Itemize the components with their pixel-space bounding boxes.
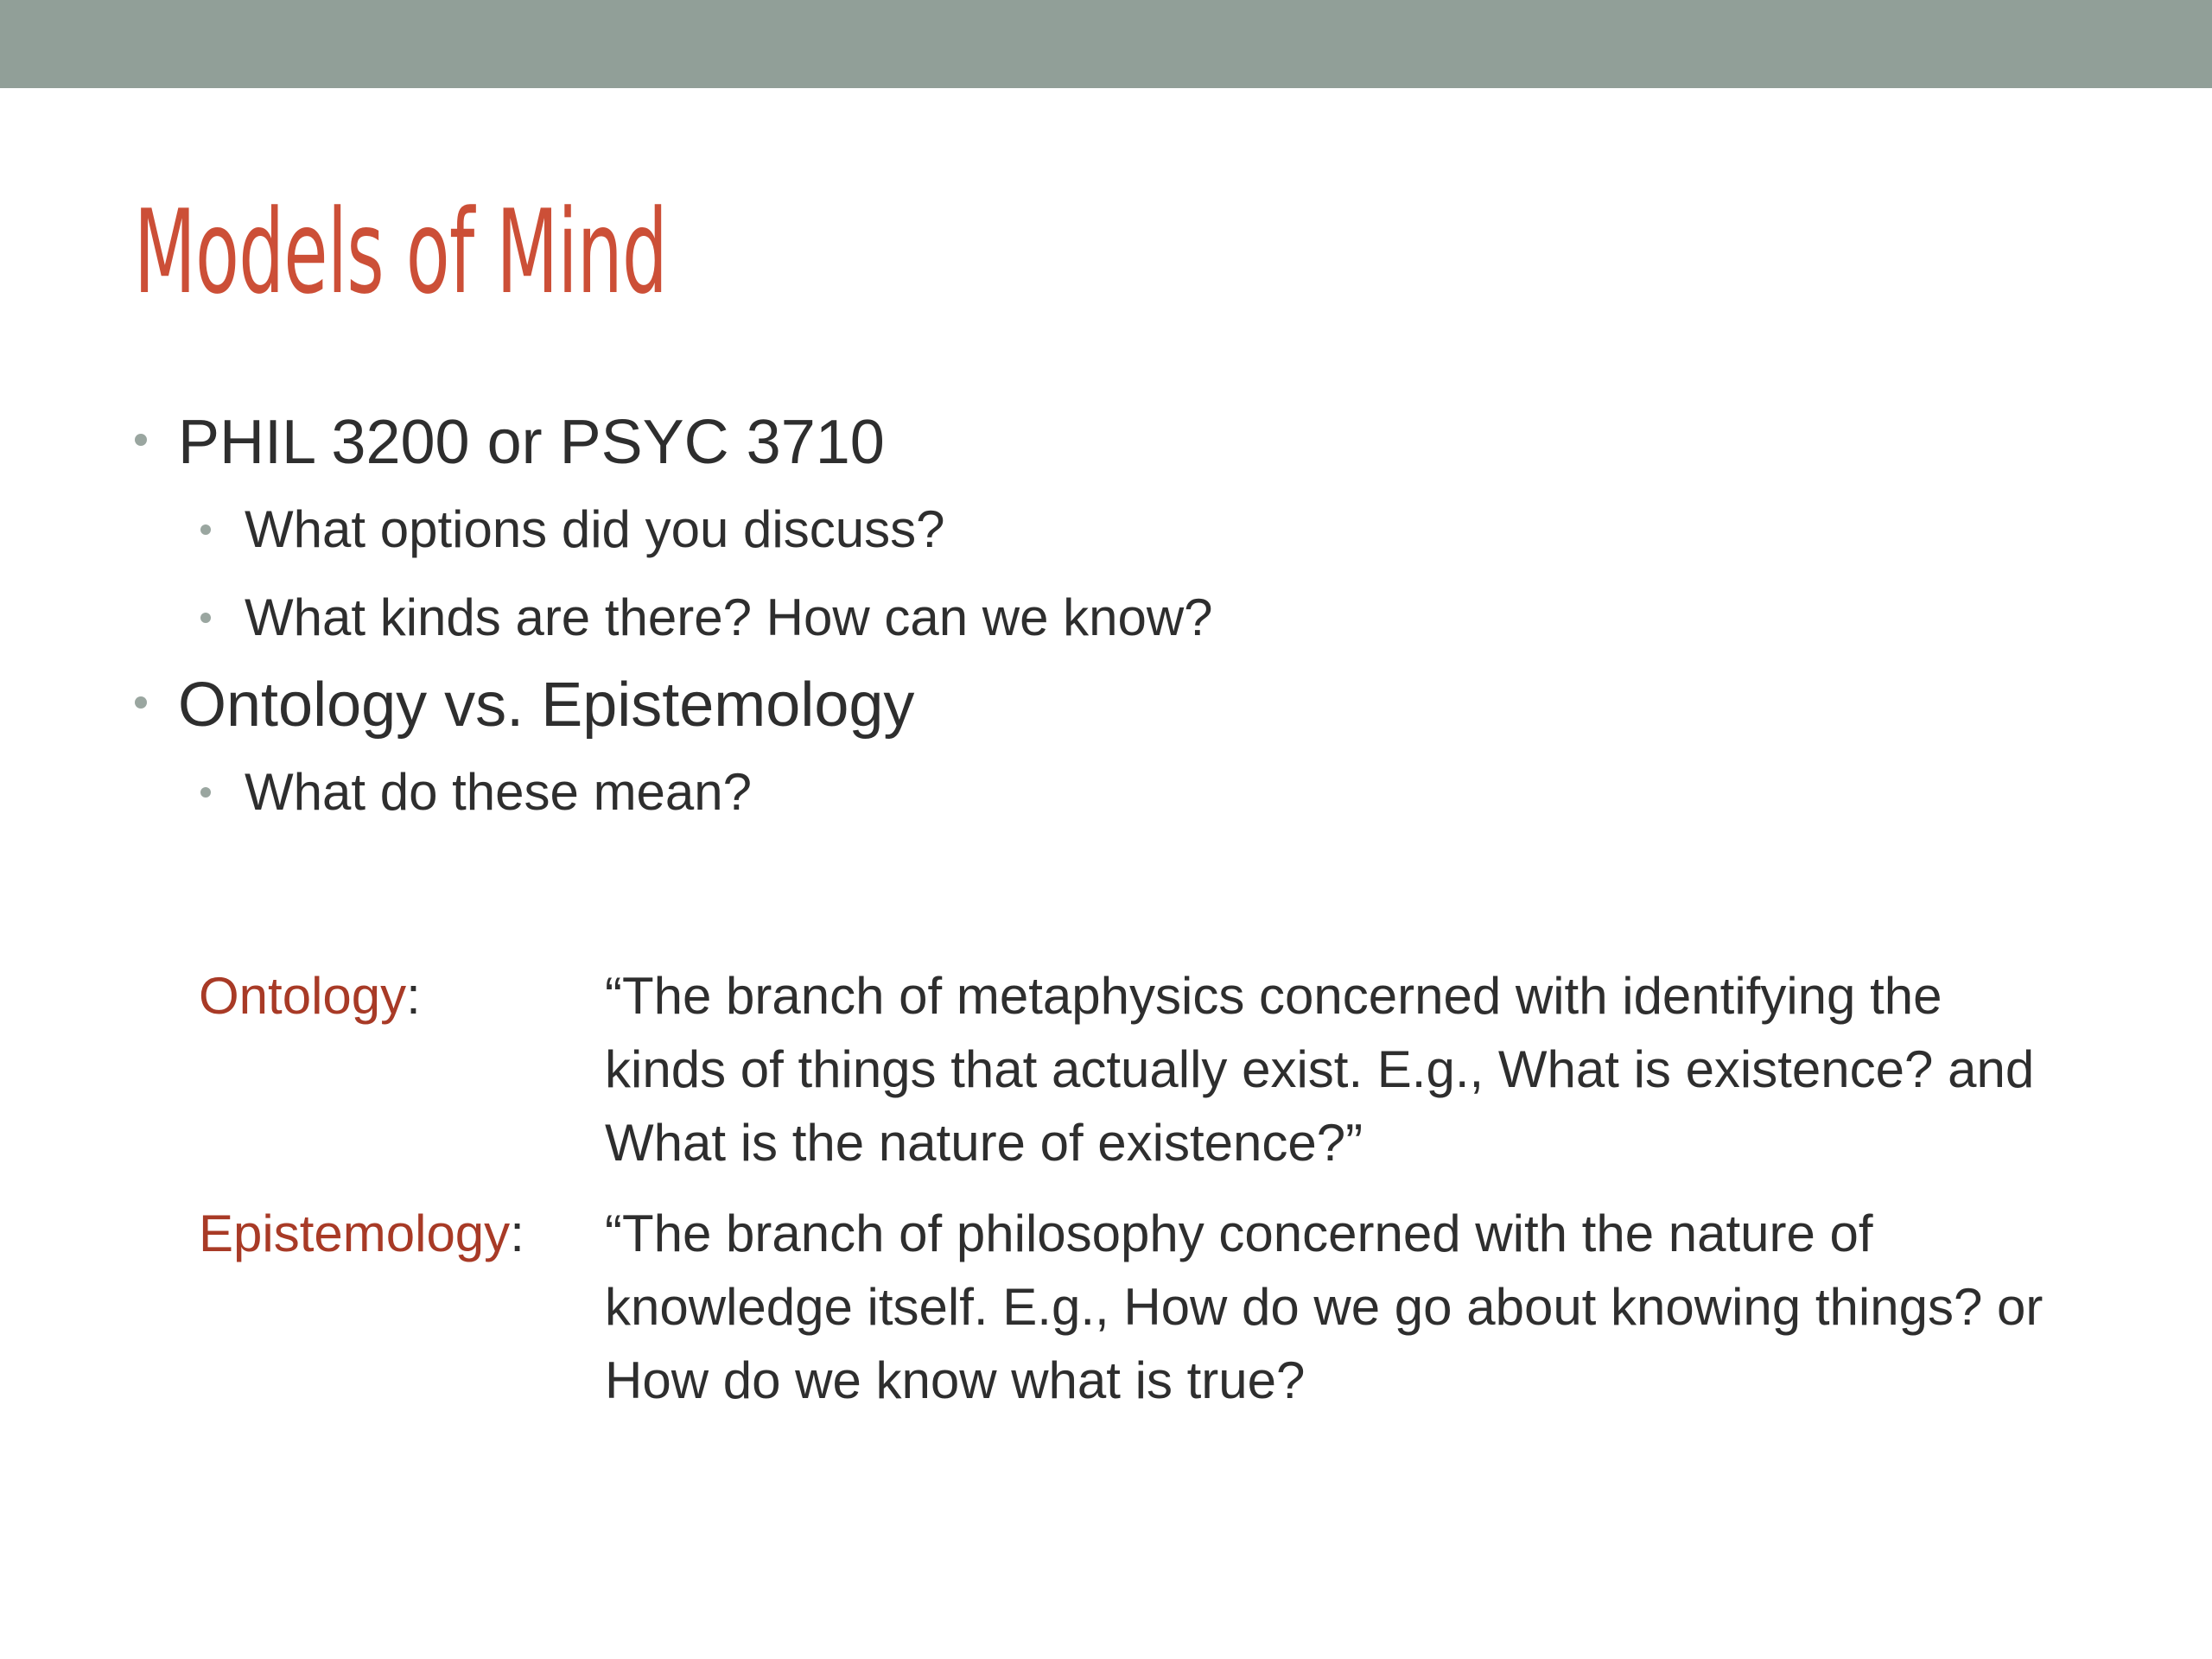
header-bar [0, 0, 2212, 88]
term-word: Ontology [199, 967, 407, 1025]
bullet-text: PHIL 3200 or PSYC 3710 [178, 408, 885, 477]
bullet-text: Ontology vs. Epistemology [178, 671, 915, 740]
sub-bullet-text: What kinds are there? How can we know? [245, 588, 1213, 646]
definition-term [199, 1197, 605, 1417]
sub-bullet-text: What do these mean? [245, 763, 753, 821]
term-colon: : [406, 967, 421, 1025]
bullet-item [130, 399, 2074, 486]
definition-text: “The branch of metaphysics concerned with identifying the kinds of things that actually exist. E.g., What is existence? and What is the nature of existence?” [605, 967, 2035, 1172]
bullet-item [130, 662, 2074, 748]
slide-title: Models of Mind [134, 185, 668, 320]
sub-bullet-item [130, 574, 2074, 662]
definition-text: “The branch of philosophy concerned with the nature of knowledge itself. E.g., How do we go about knowing things? or How do we know what is true? [605, 1205, 2044, 1409]
bullet-dot-icon [200, 787, 211, 798]
bullet-dot-icon [135, 434, 147, 446]
sub-bullet-item [130, 486, 2074, 574]
bullet-dot-icon [200, 613, 211, 623]
sub-bullet-text: What options did you discuss? [245, 500, 945, 558]
term-colon: : [510, 1205, 524, 1262]
bullet-dot-icon [135, 696, 147, 709]
term-word: Epistemology [199, 1205, 511, 1262]
definitions-block [199, 959, 2134, 1434]
definition-ontology [199, 959, 2134, 1179]
definition-epistemology [199, 1197, 2134, 1417]
bullet-dot-icon [200, 524, 211, 535]
definition-term [199, 959, 605, 1179]
bullet-list [130, 399, 2074, 836]
sub-bullet-item [130, 748, 2074, 836]
